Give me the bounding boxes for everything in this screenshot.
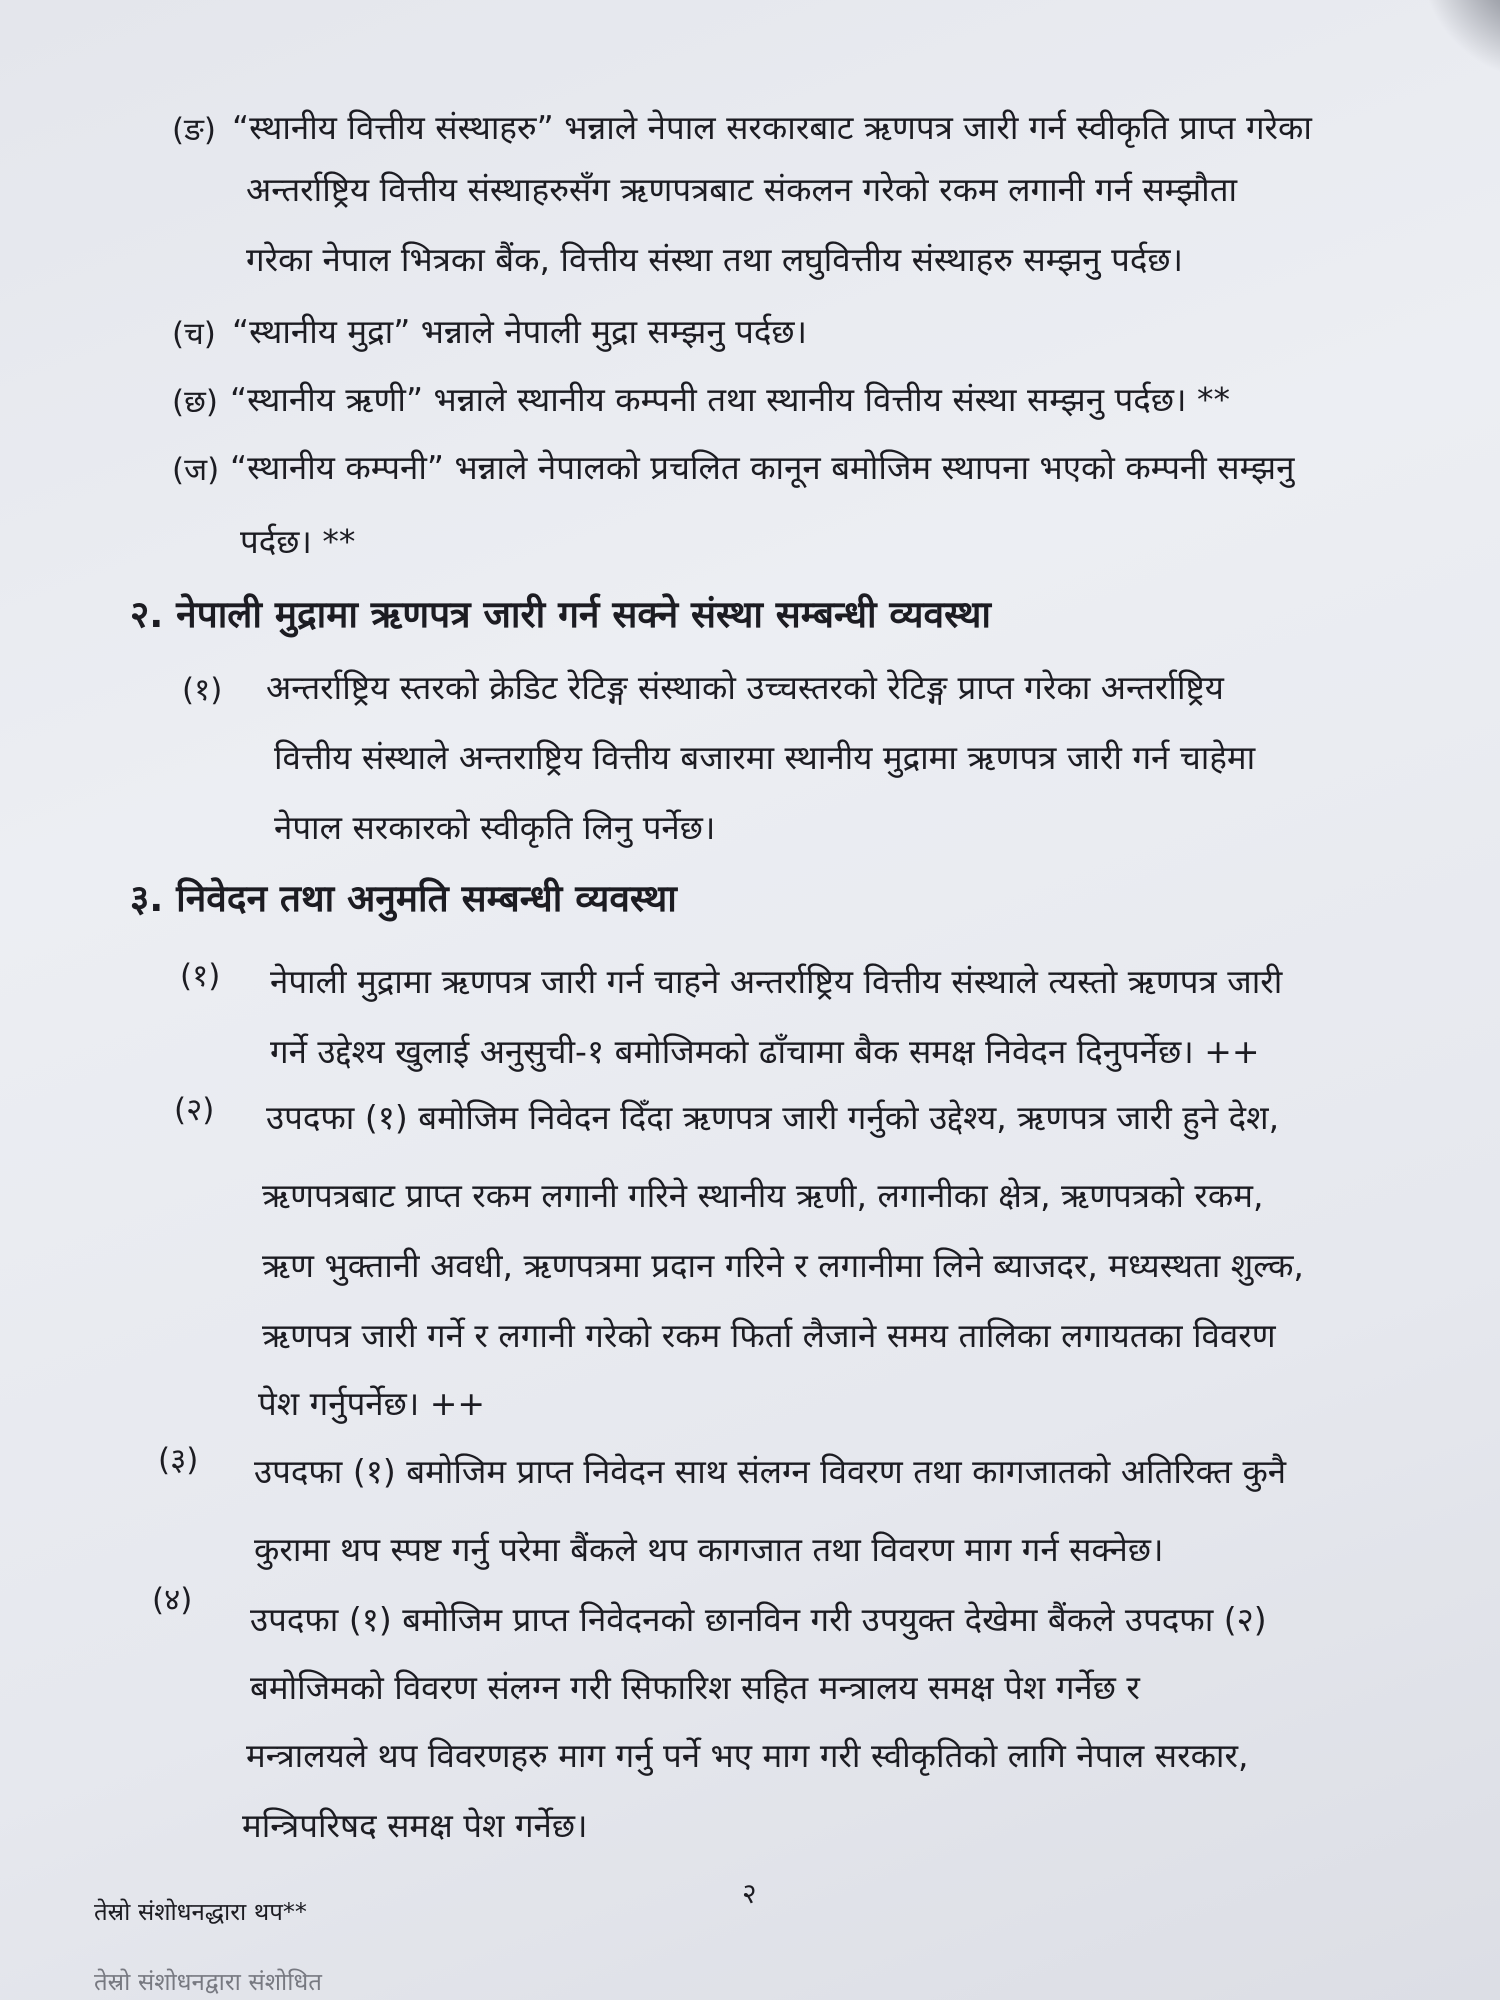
- section-3-clause-2-line-3: ऋण भुक्तानी अवधी, ऋणपत्रमा प्रदान गरिने र लगानीमा लिने ब्याजदर, मध्यस्थता शुल्क,: [262, 1246, 1304, 1285]
- definition-marker-nga: (ङ): [172, 112, 216, 148]
- section-2-clause-1-line-3: नेपाल सरकारको स्वीकृति लिनु पर्नेछ।: [274, 808, 716, 847]
- section-3-clause-2-line-5: पेश गर्नुपर्नेछ। ++: [258, 1384, 486, 1423]
- section-3-clause-4-line-4: मन्त्रिपरिषद समक्ष पेश गर्नेछ।: [242, 1806, 588, 1845]
- section-2-clause-1-marker: (१): [182, 672, 223, 708]
- page-corner-shadow: [1420, 0, 1500, 80]
- definition-ja-line-1: “स्थानीय कम्पनी” भन्नाले नेपालको प्रचलित कानून बमोजिम स्थापना भएको कम्पनी सम्झनु: [230, 448, 1295, 487]
- section-2-clause-1-line-2: वित्तीय संस्थाले अन्तराष्ट्रिय वित्तीय बजारमा स्थानीय मुद्रामा ऋणपत्र जारी गर्न चाहेमा: [274, 738, 1256, 777]
- definition-nga-line-1: “स्थानीय वित्तीय संस्थाहरु” भन्नाले नेपाल सरकारबाट ऋणपत्र जारी गर्न स्वीकृति प्राप्त गरेका: [232, 108, 1312, 147]
- section-3-clause-1-line-1: नेपाली मुद्रामा ऋणपत्र जारी गर्न चाहने अन्तर्राष्ट्रिय वित्तीय संस्थाले त्यस्तो ऋणपत्र जारी: [270, 962, 1283, 1001]
- section-3-clause-4-line-1: उपदफा (१) बमोजिम प्राप्त निवेदनको छानविन गरी उपयुक्त देखेमा बैंकले उपदफा (२): [250, 1600, 1267, 1639]
- section-3-clause-3-line-2: कुरामा थप स्पष्ट गर्नु परेमा बैंकले थप कागजात तथा विवरण माग गर्न सक्नेछ।: [254, 1530, 1164, 1569]
- section-3-clause-2-line-4: ऋणपत्र जारी गर्ने र लगानी गरेको रकम फिर्ता लैजाने समय तालिका लगायतका विवरण: [262, 1316, 1276, 1355]
- section-3-clause-3-line-1: उपदफा (१) बमोजिम प्राप्त निवेदन साथ संलग्न विवरण तथा कागजातको अतिरिक्त कुनै: [254, 1452, 1287, 1491]
- footnote-1: तेस्रो संशोधनद्धारा थप**: [94, 1898, 307, 1926]
- section-3-clause-4-line-3: मन्त्रालयले थप विवरणहरु माग गर्नु पर्ने भए माग गरी स्वीकृतिको लागि नेपाल सरकार,: [246, 1736, 1249, 1775]
- section-3-clause-2-line-1: उपदफा (१) बमोजिम निवेदन दिँदा ऋणपत्र जारी गर्नुको उद्देश्य, ऋणपत्र जारी हुने देश,: [266, 1098, 1280, 1137]
- section-3-clause-2-marker: (२): [174, 1092, 215, 1128]
- section-3-clause-1-line-2: गर्ने उद्देश्य खुलाई अनुसुची-१ बमोजिमको ढाँचामा बैक समक्ष निवेदन दिनुपर्नेछ। ++: [270, 1032, 1260, 1071]
- definition-marker-chha: (छ): [172, 384, 218, 420]
- section-3-clause-1-marker: (१): [180, 958, 221, 994]
- section-3-clause-4-marker: (४): [152, 1582, 193, 1618]
- section-3-clause-4-line-2: बमोजिमको विवरण संलग्न गरी सिफारिश सहित मन्त्रालय समक्ष पेश गर्नेछ र: [250, 1668, 1140, 1707]
- definition-nga-line-2: अन्तर्राष्ट्रिय वित्तीय संस्थाहरुसँग ऋणपत्रबाट संकलन गरेको रकम लगानी गर्न सम्झौता: [246, 170, 1238, 209]
- definition-cha-text: “स्थानीय मुद्रा” भन्नाले नेपाली मुद्रा सम्झनु पर्दछ।: [232, 312, 808, 351]
- section-2-clause-1-line-1: अन्तर्राष्ट्रिय स्तरको क्रेडिट रेटिङ्ग संस्थाको उच्चस्तरको रेटिङ्ग प्राप्त गरेका अन्तर्राष्ट्रिय: [266, 668, 1224, 707]
- section-3-heading: ३. निवेदन तथा अनुमति सम्बन्धी व्यवस्था: [130, 877, 677, 920]
- definition-chha-text: “स्थानीय ऋणी” भन्नाले स्थानीय कम्पनी तथा स्थानीय वित्तीय संस्था सम्झनु पर्दछ। **: [230, 380, 1230, 419]
- definition-nga-line-3: गरेका नेपाल भित्रका बैंक, वित्तीय संस्था तथा लघुवित्तीय संस्थाहरु सम्झनु पर्दछ।: [246, 240, 1183, 279]
- definition-marker-ja: (ज): [172, 452, 220, 488]
- definition-marker-cha: (च): [172, 316, 216, 352]
- section-3-clause-3-marker: (३): [158, 1442, 199, 1478]
- section-3-clause-2-line-2: ऋणपत्रबाट प्राप्त रकम लगानी गरिने स्थानीय ऋणी, लगानीका क्षेत्र, ऋणपत्रको रकम,: [262, 1176, 1264, 1215]
- section-2-heading: २. नेपाली मुद्रामा ऋणपत्र जारी गर्न सक्ने संस्था सम्बन्धी व्यवस्था: [130, 593, 991, 636]
- definition-ja-line-2: पर्दछ। **: [240, 522, 356, 561]
- page-number: २: [742, 1877, 757, 1910]
- footnote-2: तेस्रो संशोधनद्वारा संशोधित: [94, 1968, 322, 1996]
